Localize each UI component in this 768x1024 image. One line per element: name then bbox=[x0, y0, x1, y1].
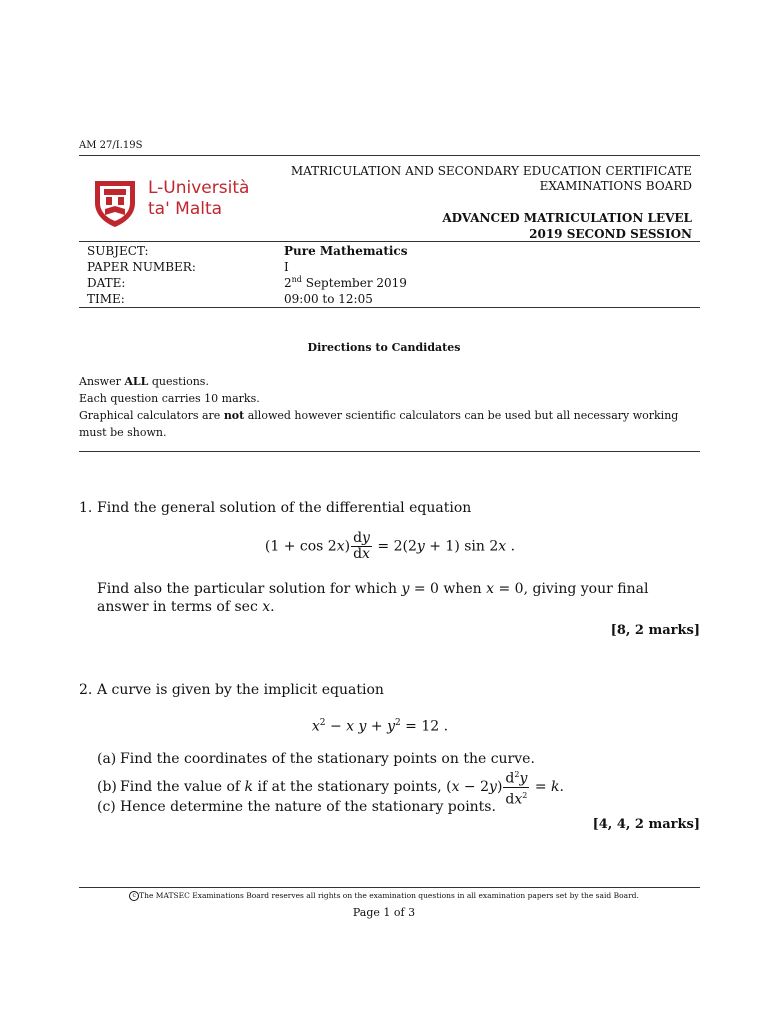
part-b-text-mid: if at the stationary points, bbox=[253, 779, 447, 796]
question-2-marks: [4, 4, 2 marks] bbox=[592, 817, 700, 832]
university-logo-text bbox=[148, 178, 249, 220]
question-1-marks: [8, 2 marks] bbox=[610, 623, 700, 638]
part-b-label: (b) bbox=[97, 779, 117, 796]
date-rest: September 2019 bbox=[301, 276, 407, 290]
copyright-text: The MATSEC Examinations Board reserves all rights on the examination questions in all examination papers set by the said Board. bbox=[139, 891, 639, 900]
logo-line-2: ta' Malta bbox=[148, 199, 223, 219]
date-label: DATE: bbox=[87, 276, 126, 290]
copyright-icon: c bbox=[129, 891, 139, 901]
question-2-equation: $x^2 - x$ $y + y^2 = 12$ . bbox=[311, 718, 449, 735]
paper-code: AM 27/I.19S bbox=[79, 140, 143, 151]
q1-text-a: Find also the particular solution for which bbox=[97, 581, 402, 597]
question-2-part-c bbox=[97, 798, 496, 816]
directions-line-1 bbox=[79, 373, 704, 390]
copyright-notice bbox=[0, 891, 768, 901]
time-label: TIME: bbox=[87, 292, 125, 306]
level-line-2: 2019 SECOND SESSION bbox=[529, 227, 692, 241]
page-number: Page 1 of 3 bbox=[352, 906, 416, 919]
part-c-label: (c) bbox=[97, 799, 116, 815]
q1-text-c: , giving your final answer in terms of sec bbox=[97, 581, 649, 615]
university-crest-icon bbox=[89, 177, 141, 229]
directions-title: Directions to Candidates bbox=[307, 341, 461, 354]
directions-text bbox=[79, 373, 704, 441]
paper-label: PAPER NUMBER: bbox=[87, 260, 196, 274]
question-2-part-b: (b) Find the value of k if at the stationary points, (x − 2y) $\frac{d^2y}{dx^2}$ = k. bbox=[97, 767, 564, 807]
directions-line-2: Each question carries 10 marks. bbox=[79, 392, 260, 405]
q1-text-b: when bbox=[438, 581, 487, 597]
date-value bbox=[284, 275, 407, 291]
header-top-rule bbox=[79, 155, 700, 156]
board-line-1: MATRICULATION AND SECONDARY EDUCATION CERTIFICATE bbox=[290, 164, 692, 178]
part-b-text-pre: Find the value of bbox=[120, 779, 245, 796]
time-value: 09:00 to 12:05 bbox=[284, 292, 373, 306]
info-top-rule bbox=[79, 241, 700, 242]
part-a-label: (a) bbox=[97, 751, 117, 767]
exam-board bbox=[272, 164, 692, 194]
subject-value: Pure Mathematics bbox=[284, 244, 408, 258]
date-day: 2 bbox=[284, 276, 292, 290]
question-1-number: 1. bbox=[79, 500, 93, 516]
question-2-number: 2. bbox=[79, 682, 93, 698]
level-line-1: ADVANCED MATRICULATION LEVEL bbox=[442, 211, 692, 225]
question-2-intro: A curve is given by the implicit equation bbox=[97, 682, 384, 698]
exam-level bbox=[272, 210, 692, 242]
question-2-part-a bbox=[97, 750, 535, 768]
directions-line-3-bold: not bbox=[223, 409, 245, 422]
directions-line-3 bbox=[79, 407, 704, 441]
directions-line-1-post: questions. bbox=[148, 375, 209, 388]
question-1-part-2: Find also the particular solution for which y = 0 when x = 0, giving your final answer in terms of sec x. bbox=[97, 581, 649, 615]
directions-bottom-rule bbox=[79, 451, 700, 452]
directions-line-1-pre: Answer bbox=[79, 375, 125, 388]
info-labels bbox=[87, 243, 196, 307]
part-a-text: Find the coordinates of the stationary points on the curve. bbox=[120, 751, 535, 767]
board-line-2: EXAMINATIONS BOARD bbox=[539, 179, 692, 193]
logo-line-1: L-Università bbox=[148, 178, 250, 198]
directions-line-1-bold: ALL bbox=[124, 375, 149, 388]
date-suffix: nd bbox=[291, 275, 302, 284]
question-1-equation: (1 + cos 2x) $\frac{dy}{dx}$ = 2(2y + 1) sin 2x . bbox=[264, 530, 516, 562]
directions-line-3-pre: Graphical calculators are bbox=[79, 409, 224, 422]
info-values bbox=[284, 243, 407, 307]
directions-line-3-post: allowed however scientific calculators can be used but all necessary working must be shown. bbox=[79, 409, 679, 439]
footer-rule bbox=[79, 887, 700, 888]
question-1-intro: Find the general solution of the differential equation bbox=[97, 500, 472, 516]
paper-value: I bbox=[284, 260, 289, 274]
part-c-text: Hence determine the nature of the stationary points. bbox=[120, 799, 496, 815]
info-bottom-rule bbox=[79, 307, 700, 308]
subject-label: SUBJECT: bbox=[87, 244, 149, 258]
